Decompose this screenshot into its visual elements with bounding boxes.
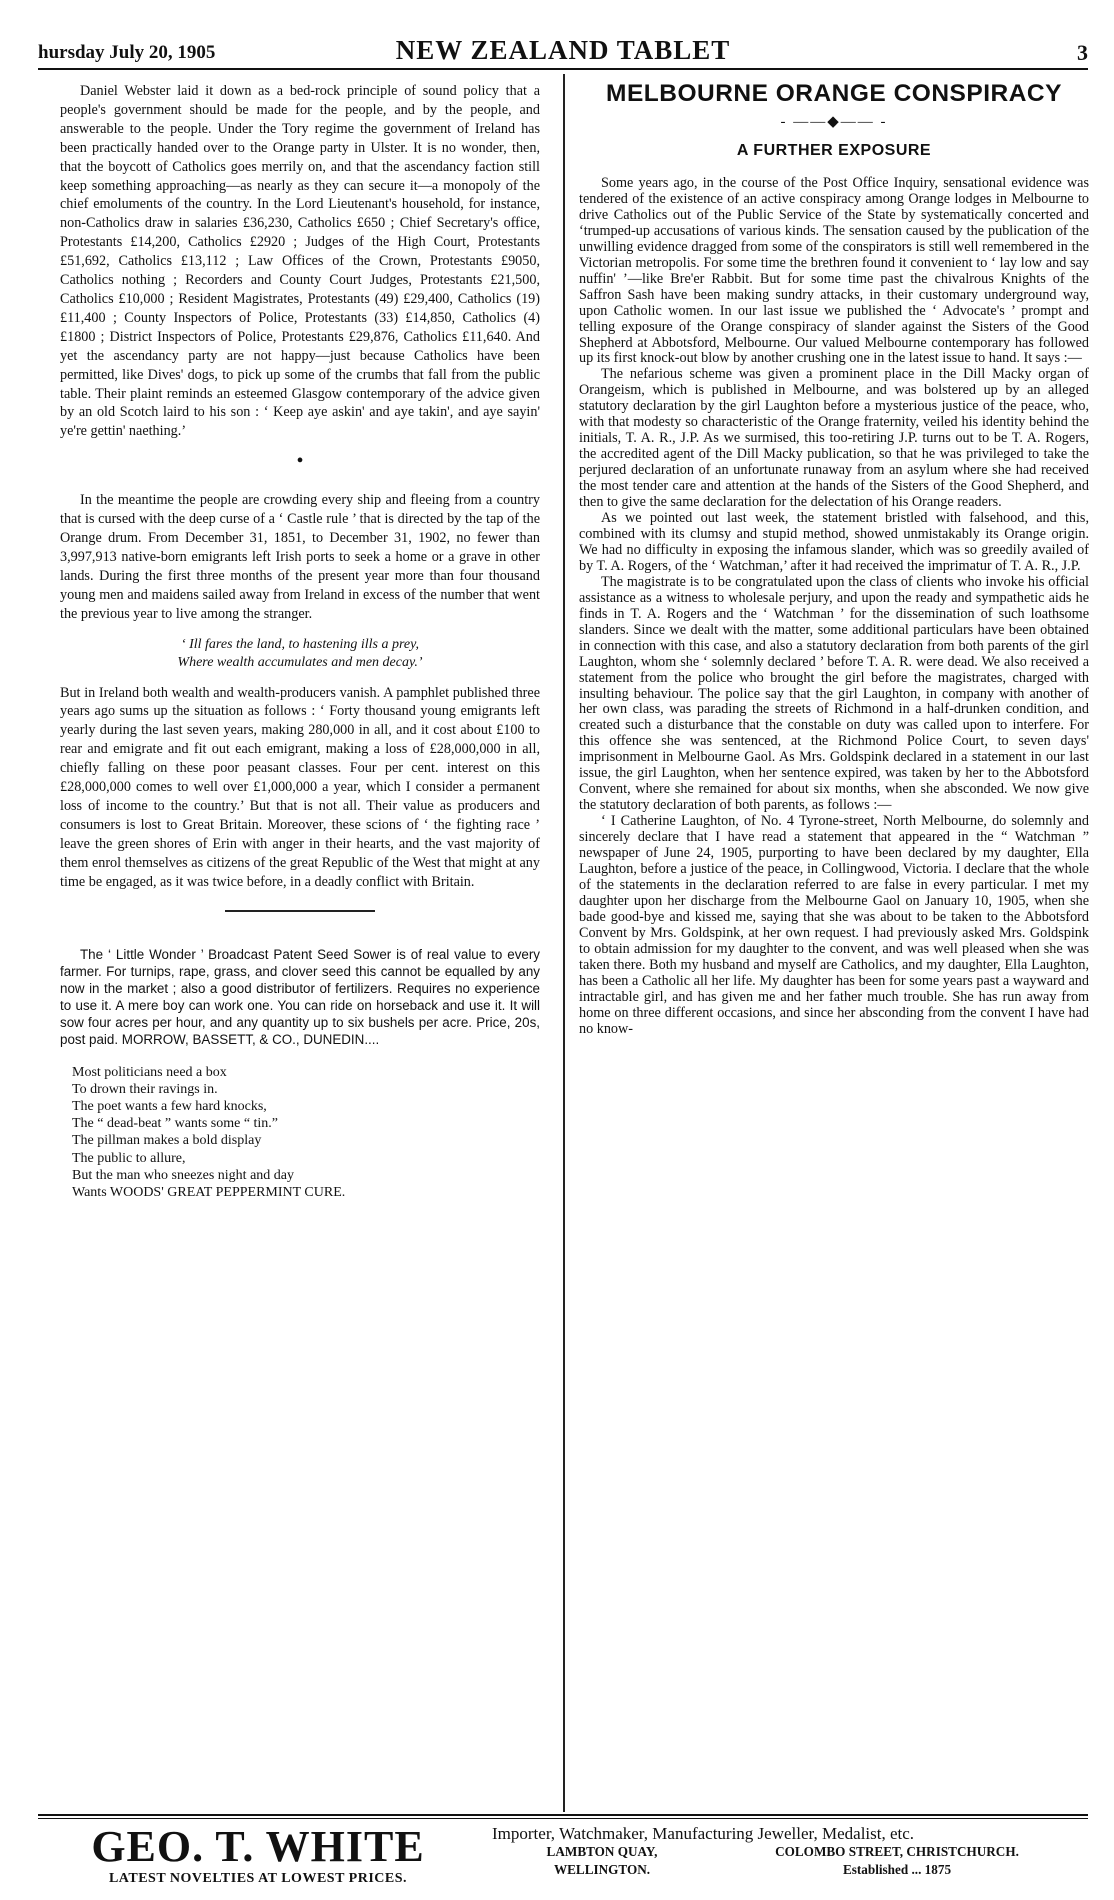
address-christchurch: COLOMBO STREET, CHRISTCHURCH.	[775, 1844, 1019, 1859]
poem-line: The public to allure,	[72, 1150, 186, 1166]
section-rule	[225, 910, 375, 912]
verse-quote	[60, 636, 540, 672]
masthead	[38, 34, 1088, 70]
address-wellington: LAMBTON QUAY,	[546, 1844, 658, 1859]
quote-line: Where wealth accumulates and men decay.’	[177, 654, 423, 670]
article-paragraph: The nefarious scheme was given a prominent place in the Dill Macky organ of Orangeism, which is published in Melbourne, and was bolstered up by an alleged statutory declaration by the girl Laughton before a mysterious justice of the peace, who, with that modesty so characteristic of the Orange fraternity, veiled his identity behind the initials, T. A. R., J.P. As we surmised, this too-retiring J.P. turns out to be T. A. Rogers, the accredited agent of the Dill Macky publication, so that he was privileged to take the perjured declaration of an unfortunate runaway from an asylum where she had received the most tender care and attention at the hands of the Sisters of the Good Shepherd, and then to give the same declaration for the delectation of his Orange readers.	[579, 366, 1089, 511]
article-paragraph: Daniel Webster laid it down as a bed-rock principle of sound policy that a people's government should be made for the people, and by the people, and answerable to the people. Under the Tory regime the government of Ireland has been practically handed over to the Orange party in Ulster. It is no wonder, then, that the boycott of Catholics goes merrily on, and that the ascendancy faction still keep something approaching—as nearly as they can secure it—a monopoly of the chief emoluments of the country. In the Lord Lieutenant's household, for instance, non-Catholics draw in salaries £36,230, Catholics £650 ; Chief Secretary's office, Protestants £14,200, Catholics £2920 ; Judges of the High Court, Protestants £51,692, Catholics £13,112 ; Law Offices of the Crown, Protestants £9050, Catholics nothing ; Recorders and County Court Judges, Protestants £21,500, Catholics £10,000 ; Resident Magistrates, Protestants (49) £29,400, Catholics (19) £11,400 ; County Inspectors of Police, Protestants (33) £14,850, Catholics (4) £1800 ; District Inspectors of Police, Protestants £29,876, Catholics £11,640. And yet the ascendancy party are not happy—just because Catholics have been permitted, like Dives' dogs, to pick up some of the crumbs that fall from the public table. Their plaint reminds an esteemed Glasgow contemporary of the advice given by an old Scotch laird to his son : ‘ Keep aye askin' and aye takin', and aye sayin' ye're gettin' naething.’	[60, 83, 540, 440]
poem-line: Wants WOODS' GREAT PEPPERMINT CURE.	[72, 1184, 346, 1200]
advertiser-tagline: LATEST NOVELTIES AT LOWEST PRICES.	[108, 1871, 408, 1886]
advertiser-name: GEO. T. WHITE	[91, 1822, 425, 1871]
issue-date: hursday July 20, 1905	[38, 42, 216, 63]
right-column	[579, 80, 1089, 1037]
address-city: WELLINGTON.	[553, 1862, 651, 1877]
poem-line: The poet wants a few hard knocks,	[72, 1098, 267, 1114]
poem-line: The “ dead-beat ” wants some “ tin.”	[72, 1116, 279, 1132]
seed-sower-advert: The ‘ Little Wonder ’ Broadcast Patent Seed Sower is of real value to every farmer. For turnips, rape, grass, and clover seed this cannot be equalled by any now in the market ; also a good distributor of fertilizers. Requires no experience to use it. A mere boy can work one. You can ride on horseback and use it. It will sow four acres per hour, and any quantity up to six bushels per acre. Price, 20s, post paid. MORROW, BASSETT, & CO., DUNEDIN....	[60, 946, 540, 1047]
quote-line: ‘ Ill fares the land, to hastening ills a prey,	[180, 636, 420, 652]
page-number: 3	[1077, 40, 1088, 65]
column-divider	[563, 74, 565, 1812]
article-paragraph: But in Ireland both wealth and wealth-producers vanish. A pamphlet published three years ago sums up the situation as follows : ‘ Forty thousand young emigrants left yearly during the last seven years, making 280,000 in all, and it cost about £100 to rear and emigrate and fit out each emigrant, making a loss of £28,000,000 in all, chiefly falling on these poor peasant classes. Four per cent. interest on this £28,000,000 comes to well over £1,000,000 a year, which I consider a permanent loss of income to the country.’ But that is not all. Their value as producers and consumers is lost to Great Britain. Moreover, these scions of ‘ the fighting race ’ leave the green shores of Erin with anger in their hearts, and the vast majority of them enrol themselves as citizens of the great Republic of the West that might at any time be engaged, as it was twice before, in a deadly conflict with Britain.	[60, 684, 540, 890]
article-paragraph: Some years ago, in the course of the Post Office Inquiry, sensational evidence was tendered of the existence of an active conspiracy among Orange lodges in Melbourne to drive Catholics out of the Public Service of the State by systematically concerted and ‘trumped-up accusations of various kinds. The sensation caused by the publication of the unwilling evidence dragged from some of the conspirators is still well remembered in the Victorian metropolis. For some time the brethren found it convenient to ‘ lay low and say nuffin' ’—like Bre'er Rabbit. But for some time past the chivalrous Knights of the Saffron Sash have been making sundry attacks, in their customary underground way, upon Catholic women. In our last issue we published the ‘ Advocate's ’ prompt and telling exposure of the Orange conspiracy of slander against the Sisters of the Good Shepherd at Abbotsford, Melbourne. Our valued Melbourne contemporary has followed up its first knock-out blow by another crushing one in the latest issue to hand. It says :—	[579, 175, 1089, 367]
peppermint-cure-poem	[60, 1064, 540, 1202]
advertiser-details	[492, 1826, 1082, 1878]
footer-rule	[38, 1818, 1088, 1819]
footer-rule	[38, 1814, 1088, 1816]
article-paragraph: As we pointed out last week, the statement bristled with falsehood, and this, combined with its clumsy and stupid method, showed unmistakably its Orange origin. We had no difficulty in exposing the infamous slander, which was so greedily availed of by T. A. Rogers, of the ‘ Watchman,’ after it had received the imprimatur of T. A. R., J.P.	[579, 510, 1089, 574]
section-separator-dot: •	[296, 450, 304, 473]
left-column	[60, 82, 540, 1201]
poem-line: To drown their ravings in.	[72, 1081, 218, 1097]
article-subheadline: A FURTHER EXPOSURE	[736, 142, 932, 159]
poem-line: Most politicians need a box	[72, 1064, 227, 1080]
advertiser-address-row	[492, 1844, 1082, 1860]
poem-line: The pillman makes a bold display	[72, 1133, 262, 1149]
article-headline: MELBOURNE ORANGE CONSPIRACY	[606, 80, 1062, 107]
advertiser-address-row	[492, 1862, 1082, 1878]
article-paragraph: ‘ I Catherine Laughton, of No. 4 Tyrone-street, North Melbourne, do solemnly and sincerely declare that I have read a statement that appeared in the “ Watchman ” newspaper of June 24, 1905, purporting to have been declared by my daughter, Ella Laughton, before a justice of the peace, in Collingwood, Victoria. I declare that the whole of the statements in the declaration referred to are false in every particular. I met my daughter upon her discharge from the Melbourne Gaol on January 10, 1905, when she bade good-bye and kissed me, saying that she was about to be taken to the Abbotsford Convent by Mrs. Goldspink, at her own request. I had previously asked Mrs. Goldspink to obtain admission for my daughter to the convent, and was well pleased when she was taken there. Both my husband and myself are Catholics, and my daughter, Ella Laughton, has been a Catholic all her life. My daughter has been for some years past a wayward and intractable girl, and has given me and her father much trouble. She has run away from home on three different occasions, and since her absconding from the convent I have had no know-	[579, 813, 1089, 1037]
article-paragraph: The magistrate is to be congratulated upon the class of clients who invoke his official assistance as a witness to wholesale perjury, and upon the ready and sympathetic aids he finds in T. A. Rogers and the ‘ Watchman ’ for the dissemination of such loathsome slanders. Since we dealt with the matter, some additional particulars have been obtained in connection with this case, and also a statutory declaration from both parents of the girl Laughton, whom she ‘ solemnly declared ’ before T. A. R. were dead. We also received a statement from the police who brought the girl before the magistrates, charged with insulting behaviour. The police say that the girl Laughton, in company with another of her own class, was parading the streets of Richmond in a half-drunken condition, and created such a disturbance that the constable on duty was called upon to interfere. For this offence she was sentenced, at the Richmond Police Court, to seven days' imprisonment in Melbourne Gaol. As Mrs. Goldspink declared in a statement in our last issue, the girl Laughton, when her sentence expired, was taken by her to the Abbotsford Convent, where she remained for about six months, when she absconded. We now give the statutory declaration of both parents, as follows :—	[579, 573, 1089, 814]
newspaper-title: NEW ZEALAND TABLET	[395, 35, 731, 65]
article-paragraph: In the meantime the people are crowding every ship and fleeing from a country that is cursed with the deep curse of a ‘ Castle rule ’ that is directed by the tap of the Orange drum. From December 31, 1851, to December 31, 1902, no fewer than 3,997,913 native-born emigrants left Irish ports to seek a home or a grave in other lands. During the first three months of the present year more than four thousand young men and maidens sailed away from Ireland in excess of the number that went the previous year to live among the stranger.	[60, 492, 540, 622]
poem-line: But the man who sneezes night and day	[72, 1167, 295, 1183]
headline-ornament: - ——◆—— -	[780, 114, 888, 130]
advertiser-trades: Importer, Watchmaker, Manufacturing Jeweller, Medalist, etc.	[492, 1824, 915, 1843]
established-date: Established ... 1875	[842, 1862, 952, 1877]
